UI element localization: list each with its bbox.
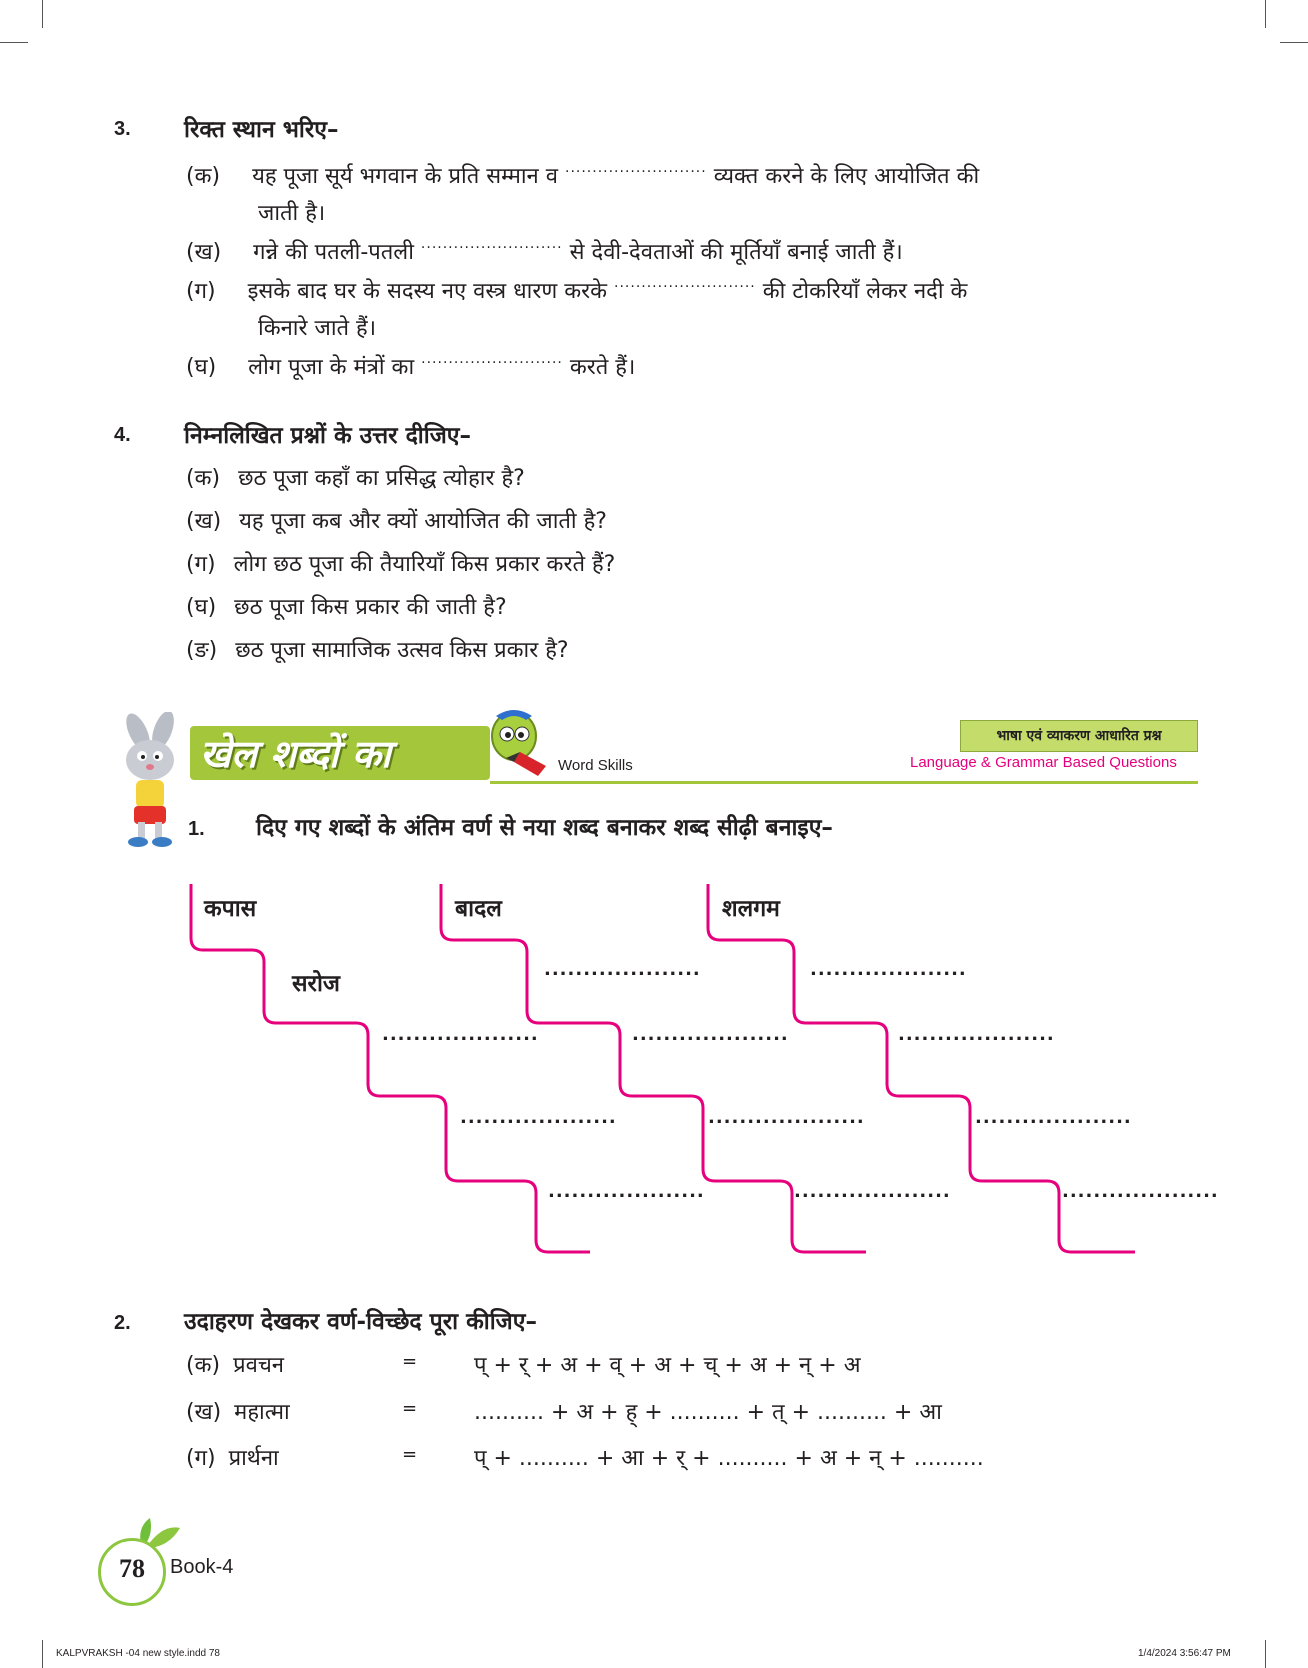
split-word: प्रवचन (233, 1353, 284, 1378)
item-text: छठ पूजा सामाजिक उत्सव किस प्रकार है? (235, 638, 569, 663)
item-label: (ग) (186, 1446, 216, 1471)
item-text: लोग पूजा के मंत्रों का (248, 355, 415, 380)
item-text: व्यक्त करने के लिए आयोजित की (713, 164, 980, 189)
blank-line: .......................... (420, 236, 563, 252)
question-heading: उदाहरण देखकर वर्ण-विच्छेद पूरा कीजिए– (184, 1309, 537, 1335)
question-heading: निम्नलिखित प्रश्नों के उत्तर दीजिए– (184, 423, 471, 449)
ladder-blank[interactable]: .................... (794, 1181, 951, 1202)
ladder-blank[interactable]: .................... (898, 1024, 1055, 1045)
page-number: 78 (119, 1554, 145, 1583)
book-label: Book-4 (170, 1556, 234, 1578)
equals-sign: = (402, 1351, 418, 1372)
item-text: गन्ने की पतली-पतली (253, 240, 414, 265)
item-label: (ख) (186, 509, 222, 534)
equals-sign: = (402, 1398, 418, 1419)
ladder-blank[interactable]: .................... (810, 959, 967, 980)
ladder-word: बादल (455, 896, 502, 922)
ladder-blank[interactable]: .................... (544, 959, 701, 980)
ladder-word: शलगम (722, 896, 780, 922)
split-word: महात्मा (234, 1400, 290, 1425)
ladder-blank[interactable]: .................... (632, 1024, 789, 1045)
item-text: लोग छठ पूजा की तैयारियाँ किस प्रकार करते हैं? (233, 552, 616, 577)
blank-line: .......................... (614, 275, 756, 291)
split-parts: प् + .......... + आ + र् + .......... + अ + न् + .......... (474, 1446, 984, 1471)
question-heading: रिक्त स्थान भरिए– (184, 117, 339, 143)
item-text: की टोकरियाँ लेकर नदी के (762, 279, 968, 304)
item-label: (ख) (186, 240, 222, 265)
item-label: (ग) (186, 552, 216, 577)
item-text: करते हैं। (569, 355, 636, 380)
category-tag-english: Language & Grammar Based Questions (910, 754, 1177, 771)
item-label: (क) (186, 164, 221, 189)
item-label: (ङ) (186, 638, 218, 663)
split-row (186, 1349, 284, 1379)
print-slug-right: 1/4/2024 3:56:47 PM (1138, 1648, 1231, 1659)
question-number: 2. (114, 1312, 131, 1334)
question-number: 3. (114, 118, 131, 140)
ladder-blank[interactable]: .................... (708, 1107, 865, 1128)
ladder-blank[interactable]: .................... (975, 1107, 1132, 1128)
item-label: (घ) (186, 355, 217, 380)
ladder-blank[interactable]: .................... (460, 1107, 617, 1128)
item-text: छठ पूजा किस प्रकार की जाती है? (234, 595, 507, 620)
item-label: (घ) (186, 595, 217, 620)
item-text: से देवी-देवताओं की मूर्तियाँ बनाई जाती हैं। (569, 240, 903, 265)
ladder-word: सरोज (292, 971, 340, 997)
item-label: (ख) (186, 1400, 222, 1425)
section-subtitle: Word Skills (558, 757, 633, 774)
blank-line: .......................... (565, 160, 707, 176)
item-text: इसके बाद घर के सदस्य नए वस्त्र धारण करके (247, 279, 608, 304)
ladder-blank[interactable]: .................... (382, 1024, 539, 1045)
item-continuation: जाती है। (258, 201, 326, 226)
question-number: 1. (188, 818, 205, 840)
category-tag: भाषा एवं व्याकरण आधारित प्रश्न (960, 720, 1198, 752)
question-heading: दिए गए शब्दों के अंतिम वर्ण से नया शब्द बनाकर शब्द सीढ़ी बनाइए– (256, 815, 833, 841)
item-label: (क) (186, 1353, 221, 1378)
ladder-word: कपास (204, 896, 257, 922)
ladder-blank[interactable]: .................... (548, 1181, 705, 1202)
split-word: प्रार्थना (228, 1446, 279, 1471)
ladder-blank[interactable]: .................... (1062, 1181, 1219, 1202)
item-text: यह पूजा कब और क्यों आयोजित की जाती है? (239, 509, 607, 534)
item-text: छठ पूजा कहाँ का प्रसिद्ध त्योहार है? (238, 466, 525, 491)
item-continuation: किनारे जाते हैं। (258, 316, 377, 341)
split-parts: .......... + अ + ह् + .......... + त् + .......... + आ (474, 1400, 942, 1425)
print-slug-left: KALPVRAKSH -04 new style.indd 78 (56, 1648, 220, 1659)
item-text: यह पूजा सूर्य भगवान के प्रति सम्मान व (252, 164, 558, 189)
split-row (186, 1396, 290, 1426)
item-label: (क) (186, 466, 221, 491)
split-row (186, 1442, 279, 1472)
split-parts: प् + र् + अ + व् + अ + च् + अ + न् + अ (474, 1353, 861, 1378)
section-title: खेल शब्दों का (200, 732, 391, 776)
equals-sign: = (402, 1444, 418, 1465)
item-label: (ग) (186, 279, 216, 304)
question-number: 4. (114, 424, 131, 446)
blank-line: .......................... (421, 351, 563, 367)
